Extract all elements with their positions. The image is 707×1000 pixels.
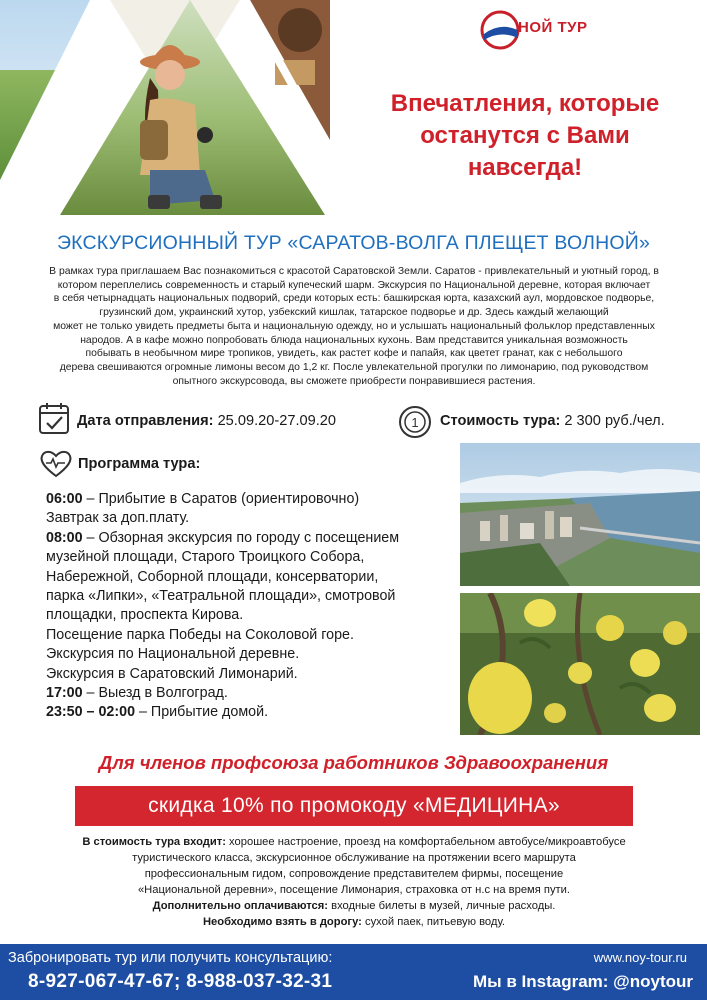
program-text: Экскурсия в Саратовский Лимонарий.: [46, 665, 298, 682]
program-text: – Прибытие домой.: [135, 704, 269, 721]
intro-line: опытного экскурсовода, вы сможете приобрести понравившиеся растения.: [172, 375, 536, 387]
program-line: [46, 568, 446, 587]
take-along-text: сухой паек, питьевую воду.: [361, 916, 506, 928]
extra-costs-text: входные билеты в музей, личные расходы.: [328, 900, 556, 912]
program-text: – Прибытие в Саратов (ориентировочно): [82, 491, 360, 507]
instagram-link[interactable]: Мы в Instagram: @noytour: [472, 972, 693, 991]
hero-collage: [0, 0, 330, 230]
program-line: [46, 548, 446, 567]
svg-text:1: 1: [411, 415, 419, 430]
program-title: Программа тура:: [78, 456, 201, 472]
program-text: музейной площади, Старого Троицкого Собора,: [46, 549, 365, 566]
program-text: Завтрак за доп.плату.: [46, 510, 190, 527]
program-text: Набережной, Соборной площади, консерватории,: [46, 568, 379, 585]
intro-paragraph: [26, 265, 682, 388]
slogan: [355, 88, 695, 184]
intro-line: может не только увидеть предметы быта и национальную одежду, но и услышать национальный фольклор представленных: [53, 320, 655, 332]
booking-cta: Забронировать тур или получить консультацию:: [8, 950, 333, 966]
intro-line: в себя четырнадцать национальных подворий, среди которых есть: башкирская юрта, казахский аул, мордовское подворье,: [53, 293, 655, 305]
program-line: [46, 587, 446, 606]
includes-text: хорошее настроение, проезд на комфортабельном автобусе/микроавтобусе: [225, 836, 626, 848]
take-along-line: [22, 914, 686, 930]
logo-emblem-icon: [478, 8, 522, 52]
take-along-label: Необходимо взять в дорогу:: [202, 916, 362, 928]
lemon-garden-photo: [460, 593, 700, 735]
extra-costs-label: Дополнительно оплачиваются:: [152, 900, 329, 912]
program-line: [46, 606, 446, 625]
company-logo: [478, 8, 608, 52]
includes-line: [22, 834, 686, 850]
slogan-line: останутся с Вами: [420, 122, 630, 149]
price-value: 2 300 руб./чел.: [560, 413, 665, 429]
program-text: площадки, проспекта Кирова.: [46, 607, 244, 624]
tour-title: ЭКСКУРСИОННЫЙ ТУР «САРАТОВ-ВОЛГА ПЛЕЩЕТ ВОЛНОЙ»: [56, 232, 651, 254]
calendar-icon: [38, 401, 70, 440]
program-time: 08:00: [46, 529, 83, 546]
program-text: Посещение парка Победы на Соколовой горе.: [46, 626, 354, 643]
logo-brand: НОЙ ТУР: [518, 19, 588, 36]
program-line: [46, 490, 446, 509]
promo-banner: скидка 10% по промокоду «МЕДИЦИНА»: [75, 786, 633, 826]
intro-line: В рамках тура приглашаем Вас познакомиться с красотой Саратовской Земли. Саратов - привлекательный и уютный город, в: [49, 266, 659, 277]
includes-line: профессиональным гидом, сопровождение представителем фирмы, посещение: [144, 868, 564, 880]
slogan-line: навсегда!: [467, 154, 583, 181]
intro-line: народов. А в кафе можно попробовать блюда национальных кухонь. Вам представится уникальная возможность: [80, 334, 628, 346]
departure-label: Дата отправления:: [77, 413, 214, 429]
program-line: [46, 684, 446, 703]
program-text: – Обзорная экскурсия по городу с посещением: [82, 529, 400, 546]
program-text: парка «Липки», «Театральной площади», смотровой: [46, 588, 396, 605]
contact-footer: [0, 944, 707, 1000]
program-time: 17:00: [46, 685, 83, 702]
price-row: [440, 413, 665, 429]
program-time: 23:50 – 02:00: [46, 704, 136, 721]
extra-costs-line: [22, 898, 686, 914]
program-line: [46, 529, 446, 548]
includes-line: туристического класса, экскурсионное обслуживание на протяжении всего маршрута: [132, 852, 576, 864]
program-line: [46, 703, 446, 722]
program-line: [46, 665, 446, 684]
program-title-row: [78, 456, 200, 472]
intro-line: побывать в необычном мире тропиков, увидеть, как растет кофе и папайя, как цветет гранат, как с небольшого: [85, 348, 623, 360]
intro-line: дерева свешиваются огромные лимоны весом до 1,2 кг. После увлекательной прогулки по лимонарию, под руководством: [59, 361, 649, 373]
intro-line: грузинский дом, украинский хутор, узбекский кишлак, татарское подворье и др. Здесь каждый желающий: [99, 307, 609, 319]
includes-label: В стоимость тура входит:: [82, 836, 226, 848]
program-text: – Выезд в Волгоград.: [82, 685, 228, 702]
city-photo: [460, 443, 700, 586]
program-line: [46, 645, 446, 664]
price-label: Стоимость тура:: [440, 413, 561, 429]
website-link[interactable]: www.noy-tour.ru: [593, 950, 687, 965]
heart-icon: [38, 449, 74, 484]
departure-row: [77, 413, 336, 429]
phone-numbers[interactable]: 8-927-067-47-67; 8-988-037-32-31: [28, 971, 333, 992]
coin-icon: [398, 405, 432, 444]
intro-line: котором переплелись современность и старый купеческий шарм. Экскурсия по Национальной деревне, которая включает: [57, 279, 651, 291]
program-text: Экскурсия по Национальной деревне.: [46, 646, 300, 663]
program-list: [46, 490, 446, 723]
program-time: 06:00: [46, 491, 83, 507]
includes-block: [22, 834, 686, 930]
departure-value: 25.09.20-27.09.20: [213, 413, 337, 429]
includes-line: «Национальной деревни», посещение Лимонария, страховка от н.с на время пути.: [137, 884, 571, 896]
program-line: [46, 626, 446, 645]
program-line: [46, 509, 446, 528]
union-notice: Для членов профсоюза работников Здравоохранения: [98, 752, 609, 773]
slogan-line: Впечатления, которые: [390, 90, 660, 117]
